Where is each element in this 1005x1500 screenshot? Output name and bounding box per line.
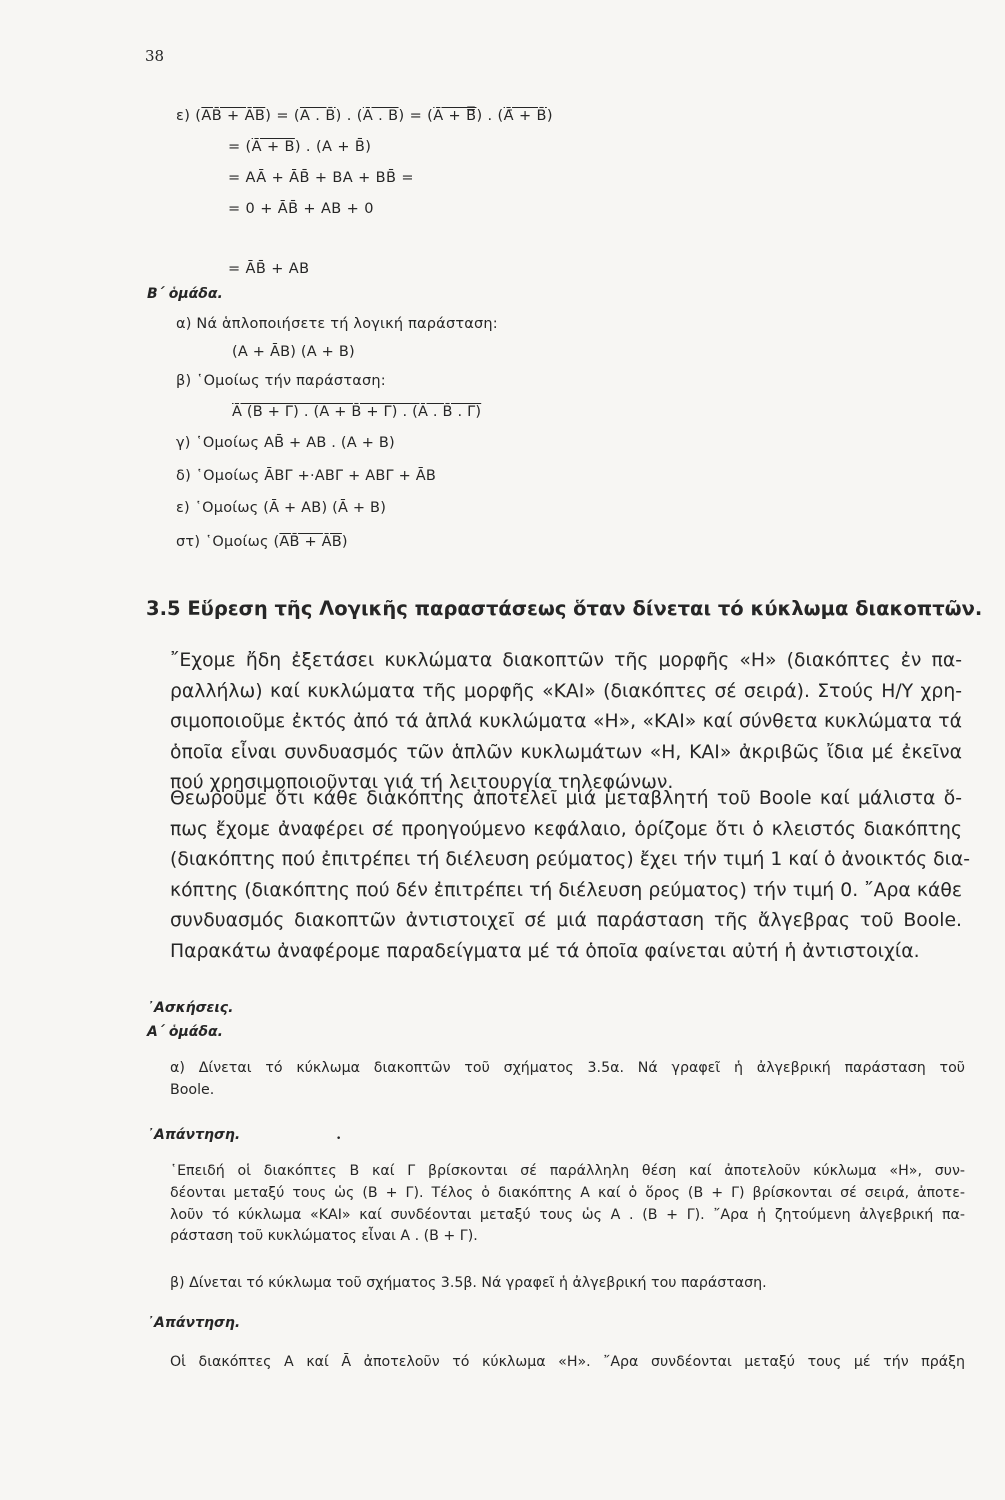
text-run: ) . ( (335, 108, 363, 124)
text-run: = AĀ + ĀB̄ + BA + BB̄ = (228, 170, 414, 186)
text-line: ῎Εχομε ἤδη ἐξετάσει κυκλώματα διακοπτῶν τῆς μορφῆς «Η» (διακόπτες ἐν πα- (170, 650, 962, 671)
group-a-label: Α΄ ὁμάδα. (147, 1024, 223, 1040)
section-heading: 3.5 Εὕρεση τῆς Λογικῆς παραστάσεως ὅταν δίνεται τό κύκλωμα διακοπτῶν. (146, 597, 983, 620)
text-run: ) = ( (265, 108, 300, 124)
text-run: ) (546, 108, 553, 124)
exercise-line (176, 316, 498, 332)
answer-label: ᾽Απάντηση. (147, 1315, 241, 1331)
text-run: ) . (A + B̄) (294, 139, 372, 155)
overlined-term: Ā̄ + B̄ (503, 108, 547, 124)
text-run: δ) ῾Ομοίως ĀBΓ +·ABΓ̄ + ABΓ + ĀB (176, 468, 437, 484)
exercise-a-text (170, 1058, 965, 1102)
text-line: Θεωροῦμε ὅτι κάθε διακόπτης ἀποτελεῖ μιά μεταβλητή τοῦ Boole καί μάλιστα ὅ- (170, 788, 962, 809)
text-run: Οἱ διακόπτες Α καί Ā ἀποτελοῦν τό κύκλωμα «Η». ῎Αρα συνδέονται μεταξύ τους μέ τήν πράξη (170, 1354, 965, 1370)
text-line: β) Δίνεται τό κύκλωμα τοῦ σχήματος 3.5β. Νά γραφεῖ ἡ ἀλγεβρική του παράσταση. (170, 1275, 767, 1291)
overlined-term: Ā (B + Γ) . (A + B̄ + Γ) . (Ā . B̄ . Γ̄) (232, 404, 482, 420)
paragraph-intro (170, 646, 962, 799)
text-line: (διακόπτης πού ἐπιτρέπει τή διέλευση ρεύματος) ἔχει τήν τιμή 1 καί ὁ ἀνοικτός δια- (170, 849, 971, 871)
text-run: = ( (228, 139, 252, 155)
exercise-expression (232, 404, 481, 420)
text-line: Boole. (170, 1081, 215, 1098)
text-line: Παρακάτω ἀναφέρομε παραδείγματα μέ τά ὁποῖα φαίνεται αὐτή ἡ ἀντιστοιχία. (170, 940, 920, 962)
text-line: ὁποῖα εἶναι συνδυασμός τῶν ἁπλῶν κυκλωμάτων «Η, ΚΑΙ» ἀκριβῶς ἴδια μέ ἐκεῖνα (170, 741, 962, 763)
exercise-line (176, 435, 395, 451)
answer-b-text (170, 1352, 965, 1374)
text-line: ράσταση τοῦ κυκλώματος εἶναι Α . (Β + Γ). (170, 1228, 478, 1245)
exercise-b-text (170, 1273, 965, 1295)
text-run: ) (341, 534, 348, 550)
text-run: β) ῾Ομοίως τήν παράσταση: (176, 373, 386, 389)
algebra-line (228, 261, 309, 277)
algebra-line (228, 201, 374, 217)
text-line: ραλλήλω) καί κυκλώματα τῆς μορφῆς «ΚΑΙ» (διακόπτες σέ σειρά). Στούς Η/Υ χρη- (170, 680, 962, 702)
text-run: ε) ( (176, 108, 202, 124)
algebra-line (228, 170, 414, 186)
exercises-label: ᾽Ασκήσεις. (147, 1000, 234, 1016)
text-line: α) Δίνεται τό κύκλωμα διακοπτῶν τοῦ σχήματος 3.5α. Νά γραφεῖ ἡ ἀλγεβρική παράσταση τοῦ (170, 1060, 965, 1076)
paragraph-switches (170, 784, 971, 968)
text-line: πού χρησιμοποιοῦνται γιά τή λειτουργία τηλεφώνων. (170, 772, 674, 794)
text-run: στ) ῾Ομοίως ( (176, 534, 280, 550)
stray-mark: • (336, 1134, 342, 1144)
text-run: ) = ( (398, 108, 434, 124)
algebra-line (176, 108, 553, 124)
text-line: κόπτης (διακόπτης πού δέν ἐπιτρέπει τή διέλευση ρεύματος) τήν τιμή 0. ῎Αρα κάθε (170, 879, 962, 901)
text-run: = 0 + ĀB̄ + AB + 0 (228, 201, 374, 217)
overlined-term: A . B̄ (299, 108, 336, 124)
text-run: ) . ( (476, 108, 504, 124)
exercise-line (176, 500, 386, 516)
text-run: γ) ῾Ομοίως AB̄ + AB . (A + B) (176, 435, 395, 451)
text-run: ε) ῾Ομοίως (Ā + AB) (Ā + B) (176, 500, 387, 516)
text-line: δέονται μεταξύ τους ὡς (Β + Γ). Τέλος ὁ διακόπτης Α καί ὁ ὅρος (Β + Γ) βρίσκονται σέ σειρά, ἀποτε- (170, 1184, 965, 1201)
overlined-term: AB̄ + ĀB (279, 534, 342, 550)
page-number: 38 (145, 47, 165, 65)
answer-a-text (170, 1161, 965, 1248)
text-line (170, 1352, 965, 1374)
exercise-line (176, 468, 436, 484)
algebra-line (228, 139, 371, 155)
text-line: συνδυασμός διακοπτῶν ἀντιστοιχεῖ σέ μιά παράσταση τῆς ἄλγεβρας τοῦ Boole. (170, 910, 962, 932)
exercise-line (176, 373, 386, 389)
overlined-term: AB̄ + ĀB (201, 108, 266, 124)
text-line: λοῦν τό κύκλωμα «ΚΑΙ» καί συνδέονται μεταξύ τους ὡς Α . (Β + Γ). ῎Αρα ἡ ζητούμενη ἀλγεβρική πα- (170, 1206, 965, 1223)
overlined-term: Ā . B (362, 108, 399, 124)
text-run: α) Νά ἁπλοποιήσετε τή λογική παράσταση: (176, 316, 498, 332)
answer-label: ᾽Απάντηση. (147, 1127, 241, 1143)
exercise-expression (232, 344, 355, 360)
text-line: πως ἔχομε ἀναφέρει σέ προηγούμενο κεφάλαιο, ὁρίζομε ὅτι ὁ κλειστός διακόπτης (170, 818, 962, 840)
overlined-term: Ā + B (251, 139, 295, 155)
overlined-term: Ā + B̿ (433, 108, 477, 124)
exercise-line (176, 534, 348, 550)
text-run: (A + ĀB) (A + B) (232, 344, 355, 360)
text-line: ῾Επειδή οἱ διακόπτες Β καί Γ βρίσκονται σέ παράλληλη θέση καί ἀποτελοῦν κύκλωμα «Η», συν- (170, 1163, 965, 1179)
group-b-label: Β΄ ὁμάδα. (147, 286, 223, 302)
text-run: = ĀB̄ + AB (228, 261, 310, 277)
text-line: σιμοποιοῦμε ἐκτός ἀπό τά ἁπλά κυκλώματα «Η», «ΚΑΙ» καί σύνθετα κυκλώματα τά (170, 711, 962, 733)
